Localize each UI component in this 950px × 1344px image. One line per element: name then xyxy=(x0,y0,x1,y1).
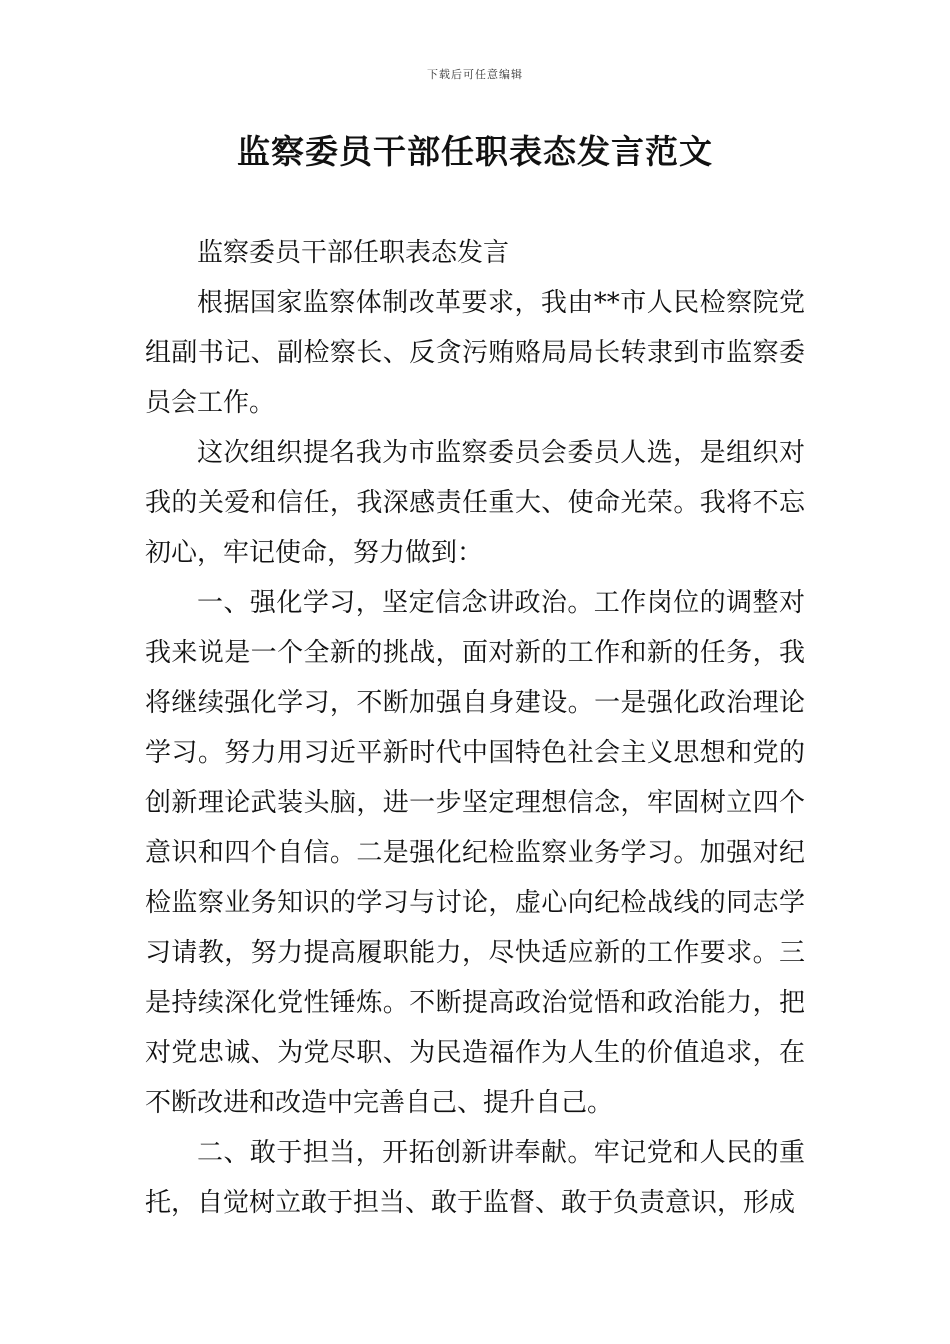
paragraph: 根据国家监察体制改革要求，我由**市人民检察院党组副书记、副检察长、反贪污贿赂局局长转隶到市监察委员会工作。 xyxy=(145,288,805,418)
paragraph: 一、强化学习，坚定信念讲政治。工作岗位的调整对我来说是一个全新的挑战，面对新的工作和新的任务，我将继续强化学习，不断加强自身建设。一是强化政治理论学习。努力用习近平新时代中国特色社会主义思想和党的创新理论武装头脑，进一步坚定理想信念，牢固树立四个意识和四个自信。二是强化纪检监察业务学习。加强对纪检监察业务知识的学习与讨论，虚心向纪检战线的同志学习请教，努力提高履职能力，尽快适应新的工作要求。三是持续深化党性锤炼。不断提高政治觉悟和政治能力，把对党忠诚、为党尽职、为民造福作为人生的价值追求，在不断改进和改造中完善自己、提升自己。 xyxy=(145,588,805,1118)
paragraph-subtitle: 监察委员干部任职表态发言 xyxy=(197,238,510,268)
paragraph: 二、敢于担当，开拓创新讲奉献。牢记党和人民的重托，自觉树立敢于担当、敢于监督、敢于负责意识，形成 xyxy=(145,1138,805,1218)
paragraph: 这次组织提名我为市监察委员会委员人选，是组织对我的关爱和信任，我深感责任重大、使命光荣。我将不忘初心，牢记使命，努力做到： xyxy=(145,438,805,568)
header-note: 下载后可任意编辑 xyxy=(427,68,523,81)
document-title: 监察委员干部任职表态发言范文 xyxy=(237,132,713,171)
document-body xyxy=(145,228,805,1228)
